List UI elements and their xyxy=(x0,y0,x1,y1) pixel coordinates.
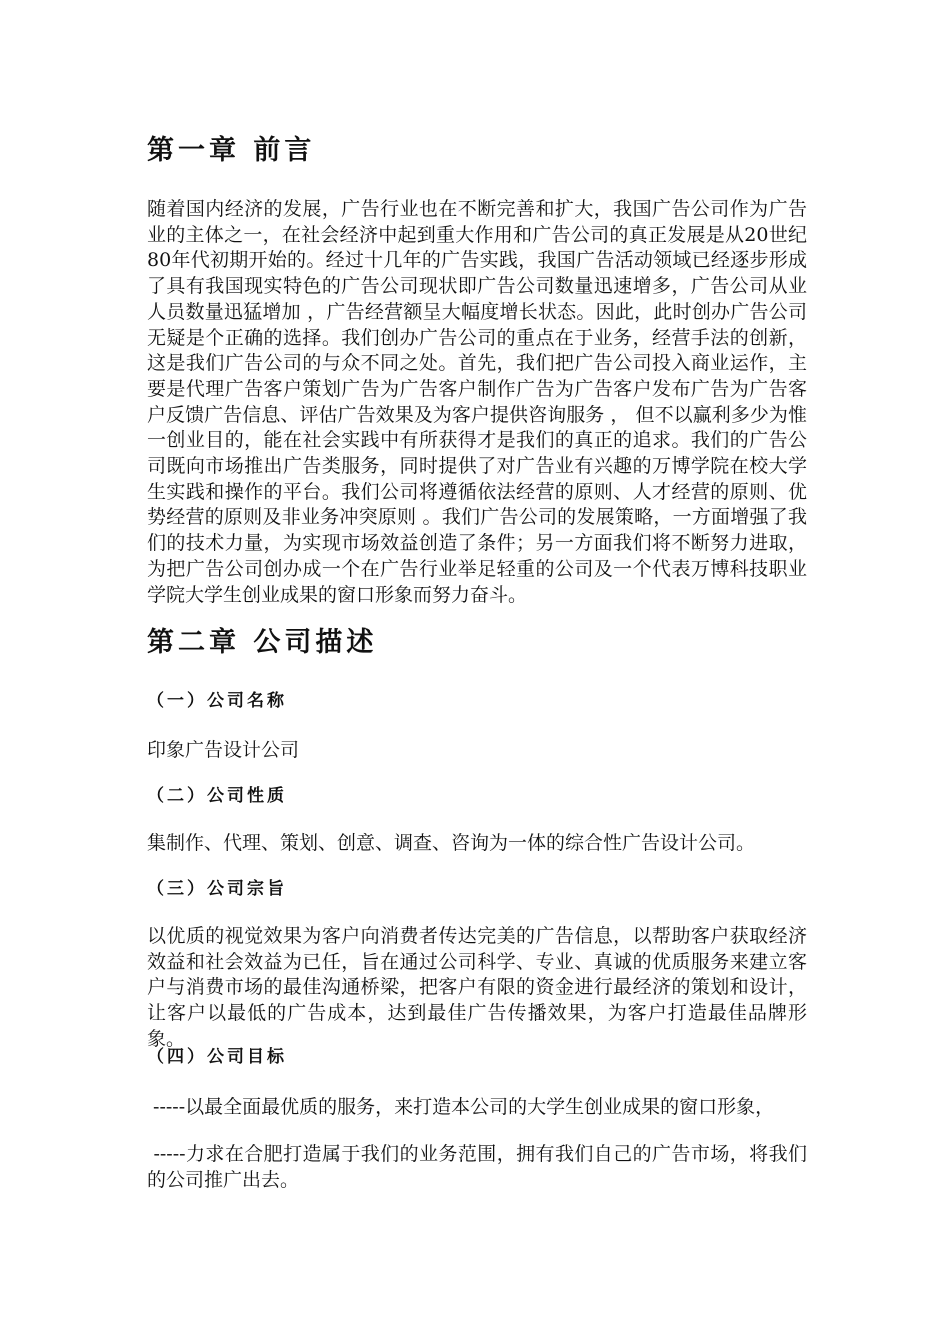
goal-item: -----力求在合肥打造属于我们的业务范围，拥有我们自己的广告市场，将我们的公司推广出去。 xyxy=(147,1143,807,1191)
goal-item: -----以最全面最优质的服务，来打造本公司的大学生创业成果的窗口形象， xyxy=(147,1096,775,1118)
section-company-nature-content: 集制作、代理、策划、创意、调查、咨询为一体的综合性广告设计公司。 xyxy=(147,832,756,854)
chapter-1-title: 第一章 前言 xyxy=(147,135,316,166)
section-company-goal-heading: （四）公司目标 xyxy=(147,1047,287,1067)
section-company-name-content: 印象广告设计公司 xyxy=(147,739,300,761)
chapter-2-title: 第二章 公司描述 xyxy=(147,627,378,658)
section-company-purpose-heading: （三）公司宗旨 xyxy=(147,879,287,899)
section-company-nature-heading: （二）公司性质 xyxy=(147,786,287,806)
section-company-purpose-content: 以优质的视觉效果为客户向消费者传达完美的广告信息，以帮助客户获取经济效益和社会效益为已任，旨在通过公司科学、专业、真诚的优质服务来建立客户与消费市场的最佳沟通桥梁，把客户有限的资金进行最经济的策划和设计，让客户以最低的广告成本，达到最佳广告传播效果，为客户打造最佳品牌形象。 xyxy=(147,925,807,1050)
section-company-name-heading: （一）公司名称 xyxy=(147,691,287,711)
chapter-1-paragraph: 随着国内经济的发展，广告行业也在不断完善和扩大，我国广告公司作为广告业的主体之一，在社会经济中起到重大作用和广告公司的真正发展是从20世纪80年代初期开始的。经过十几年的广告实践，我国广告活动领域已经逐步形成了具有我国现实特色的广告公司现状即广告公司数量迅速增多，广告公司从业人员数量迅猛增加 ，广告经营额呈大幅度增长状态。因此，此时创办广告公司无疑是个正确的选择。我们创办广告公司的重点在于业务，经营手法的创新，这是我们广告公司的与众不同之处。首先，我们把广告公司投入商业运作，主要是代理广告客户策划广告为广告客户制作广告为广告客户发布广告为广告客户反馈广告信息、评估广告效果及为客户提供咨询服务 ， 但不以赢利多少为惟一创业目的，能在社会实践中有所获得才是我们的真正的追求。我们的广告公司既向市场推出广告类服务，同时提供了对广告业有兴趣的万博学院在校大学生实践和操作的平台。我们公司将遵循依法经营的原则、人才经营的原则、优势经营的原则及非业务冲突原则 。我们广告公司的发展策略，一方面增强了我们的技术力量，为实现市场效益创造了条件；另一方面我们将不断努力进取，为把广告公司创办成一个在广告行业举足轻重的公司及一个代表万博科技职业学院大学生创业成果的窗口形象而努力奋斗。 xyxy=(147,198,807,606)
